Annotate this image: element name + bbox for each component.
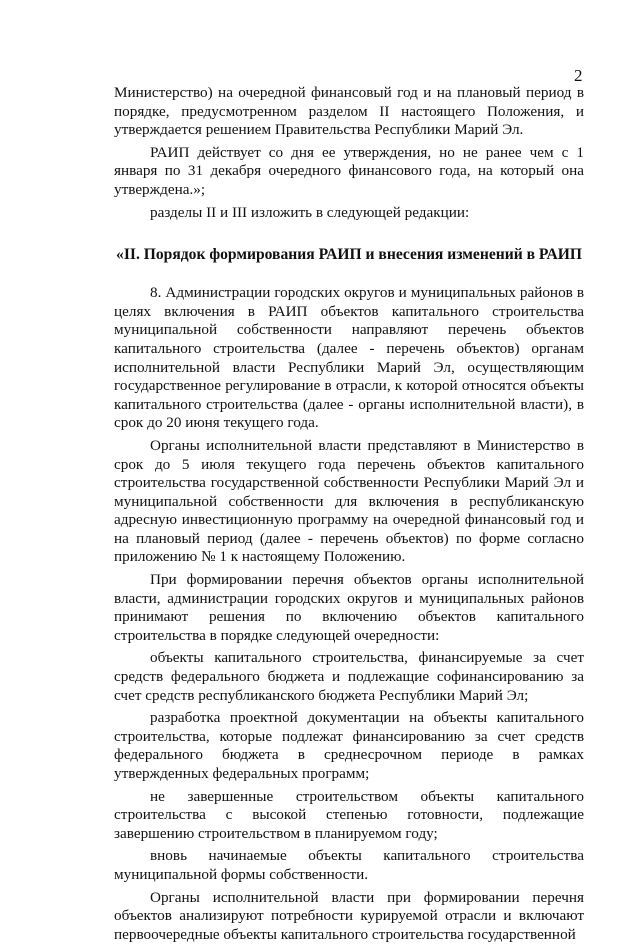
paragraph: объекты капитального строительства, финансируемые за счет средств федерального бюджета и подлежащие софинансированию за счет средств республиканского бюджета Республики Марий Эл; [114, 649, 584, 704]
section-heading: «II. Порядок формирования РАИП и внесения изменений в РАИП [116, 246, 582, 264]
paragraph: Министерство) на очередной финансовый год и на плановый период в порядке, предусмотренном разделом II настоящего Положения, и утверждается решением Правительства Республики Марий Эл. [114, 84, 584, 139]
document-body [114, 84, 584, 948]
paragraph: разделы II и III изложить в следующей редакции: [150, 203, 470, 221]
paragraph: разработка проектной документации на объекты капитального строительства, которые подлежат финансированию за счет средств федерального бюджета в среднесрочном периоде в рамках утвержденных федеральных программ; [114, 709, 584, 782]
page-number: 2 [574, 66, 583, 85]
paragraph: не завершенные строительством объекты капитального строительства с высокой степенью готовности, подлежащие завершению строительством в планируемом году; [114, 787, 584, 842]
main-section [114, 284, 584, 944]
paragraph: РАИП действует со дня ее утверждения, но не ранее чем с 1 января по 31 декабря очередного финансового года, на который она утверждена.»; [114, 143, 584, 198]
paragraph: Органы исполнительной власти представляют в Министерство в срок до 5 июля текущего года перечень объектов капитального строительства государственной собственности Республики Марий Эл и муниципальной собственности для включения в республиканскую адресную инвестиционную программу на очередной финансовый год и на плановый период (далее - перечень объектов) по форме согласно приложению № 1 к настоящему Положению. [114, 436, 584, 566]
paragraph: 8. Администрации городских округов и муниципальных районов в целях включения в РАИП объектов капитального строительства муниципальной собственности направляют перечень объектов капитального строительства (далее - перечень объектов) органам исполнительной власти Республики Марий Эл, осуществляющим государственное регулирование в отрасли, к которой относятся объекты капитального строительства (далее - органы исполнительной власти), в срок до 20 июня текущего года. [114, 284, 584, 432]
paragraph: Органы исполнительной власти при формировании перечня объектов анализируют потребности курируемой отрасли и включают первоочередные объекты капитального строительства государственной [114, 888, 584, 943]
paragraph: вновь начинаемые объекты капитального строительства муниципальной формы собственности. [114, 847, 584, 883]
top-section [114, 84, 584, 222]
paragraph: При формировании перечня объектов органы исполнительной власти, администрации городских округов и муниципальных районов принимают решения по включению объектов капитального строительства в порядке следующей очередности: [114, 571, 584, 644]
